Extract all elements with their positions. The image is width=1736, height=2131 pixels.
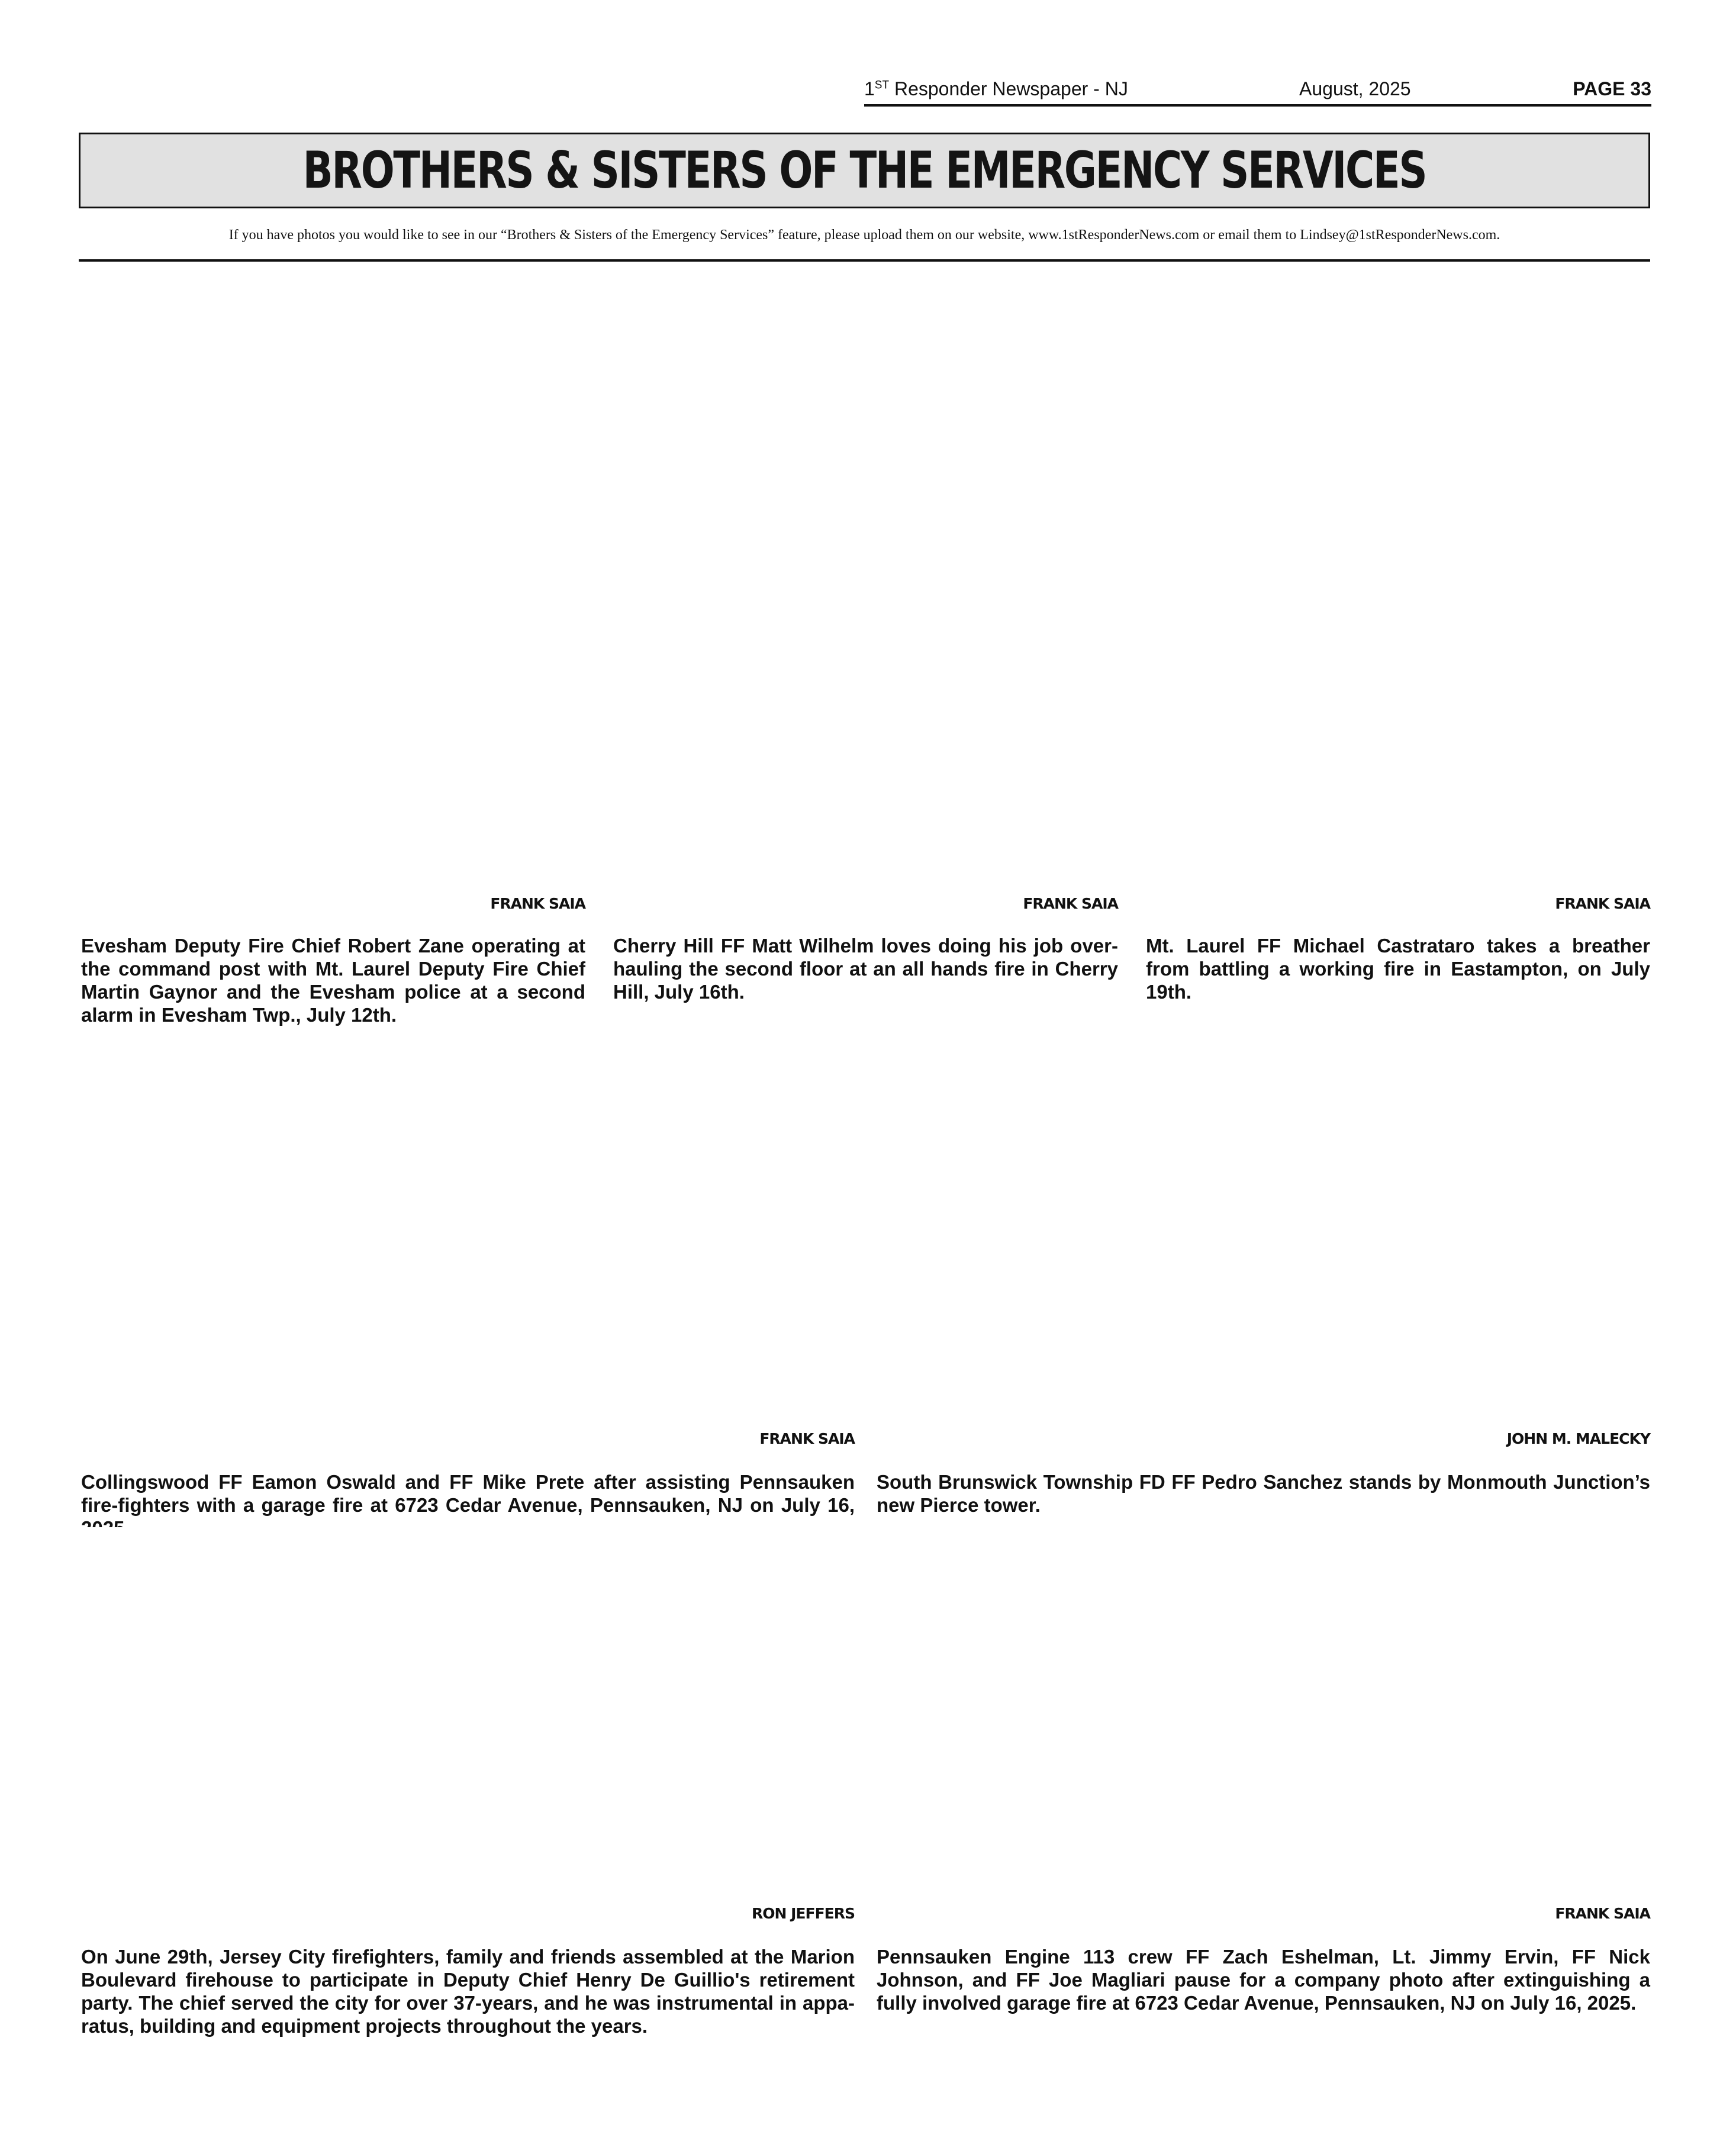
photo-6 — [81, 1527, 855, 1900]
photo-credit: FRANK SAIA — [490, 895, 585, 912]
photo-7 — [877, 1527, 1650, 1900]
publication-superscript: ST — [874, 79, 890, 92]
photo-3 — [1146, 272, 1650, 894]
photo-credit: FRANK SAIA — [1555, 895, 1650, 912]
issue-date: August, 2025 — [1299, 78, 1411, 99]
publication-prefix: 1 — [864, 78, 875, 99]
photo-credit: RON JEFFERS — [752, 1905, 855, 1922]
page-number: PAGE 33 — [1573, 78, 1651, 99]
photo-4 — [81, 1048, 855, 1427]
divider — [79, 259, 1650, 262]
page-header — [864, 76, 1651, 107]
submission-note: If you have photos you would like to see in our “Brothers & Sisters of the Emergency Services” feature, please upload them on our website, www.1stResponderNews.com or email them to Lindsey@1stResponderNews.com. — [228, 227, 1500, 243]
photo-credit: JOHN M. MALECKY — [1506, 1430, 1650, 1447]
publication-rest: Responder Newspaper - NJ — [889, 78, 1128, 99]
photo-credit: FRANK SAIA — [1023, 895, 1118, 912]
photo-credit: FRANK SAIA — [759, 1430, 855, 1447]
photo-caption: Pennsauken Engine 113 crew FF Zach Eshelman, Lt. Jimmy Ervin, FF Nick Johnson, and FF Joe Magliari pause for a company photo after extinguishing a fully involved garage fire at 6723 Cedar Avenue, Pennsauken, NJ on July 16, 2025. — [877, 1946, 1650, 2014]
section-banner — [79, 133, 1650, 208]
photo-credit: FRANK SAIA — [1555, 1905, 1650, 1922]
photo-1 — [81, 272, 585, 894]
publication-name — [864, 78, 1128, 100]
photo-2 — [613, 272, 1118, 894]
photo-5 — [877, 1048, 1650, 1427]
photo-caption: Mt. Laurel FF Michael Castrataro takes a breather from battling a working fire in Eastampton, on July 19th. — [1146, 935, 1650, 1003]
photo-caption: Cherry Hill FF Matt Wilhelm loves doing his job over-hauling the second floor at an all hands fire in Cherry Hill, July 16th. — [613, 935, 1118, 1003]
photo-caption: Collingswood FF Eamon Oswald and FF Mike Prete after assisting Pennsauken fire-fighters with a garage fire at 6723 Cedar Avenue, Pennsauken, NJ on July 16, — [81, 1471, 855, 1516]
photo-caption: Evesham Deputy Fire Chief Robert Zane operating at the command post with Mt. Laurel Deputy Fire Chief Martin Gaynor and the Evesham police at a second alarm in Evesham Twp., July 12th. — [81, 935, 585, 1026]
section-title: BROTHERS & SISTERS OF THE EMERGENCY SERVICES — [302, 141, 1426, 200]
photo-caption: On June 29th, Jersey City firefighters, family and friends assembled at the Marion Boulevard firehouse to participate in Deputy Chief Henry De Guillio's retirement party. The chief served the city for over 37-years, and he was instrumental in appa-ratus, building and equipment projects throughout the years. — [81, 1946, 855, 2037]
photo-caption: South Brunswick Township FD FF Pedro Sanchez stands by Monmouth Junction’s new Pierce tower. — [877, 1471, 1650, 1516]
